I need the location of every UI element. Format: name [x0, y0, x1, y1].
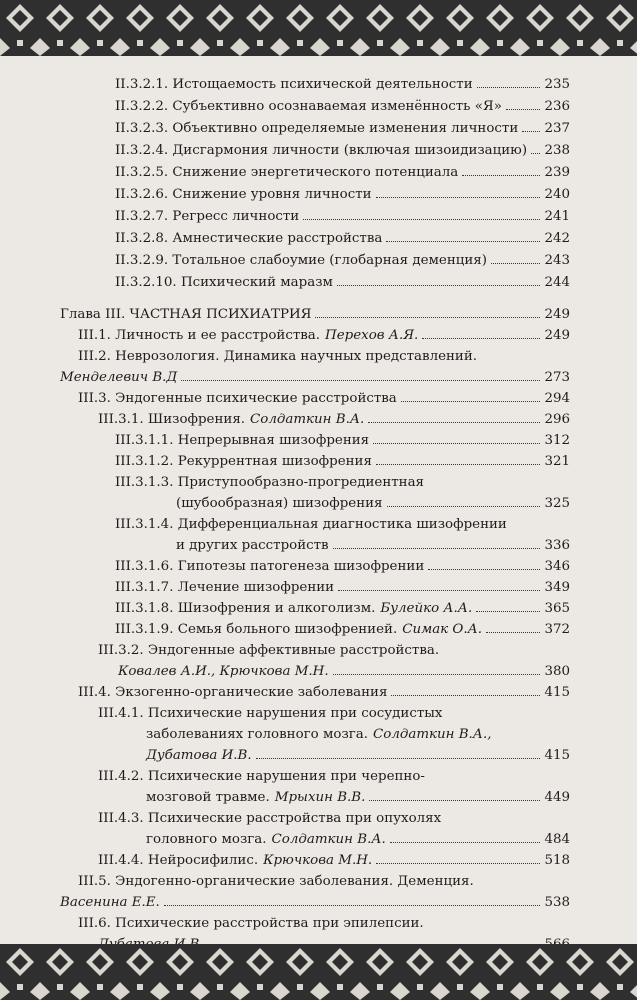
toc-leader-dots — [491, 251, 540, 264]
toc-page-number: 237 — [544, 121, 570, 136]
toc-leader-dots — [303, 207, 540, 220]
toc-page-number: 518 — [544, 853, 570, 868]
toc-entry-author: Менделевич В.Д — [60, 370, 178, 385]
toc-entry-iii-4-1c — [146, 746, 570, 766]
toc-entry-iii-5b — [60, 893, 570, 913]
toc-entry-title: III.3.2. Эндогенные аффективные расстройства. — [98, 643, 440, 658]
toc-entry-iii-3-1-1 — [115, 431, 570, 451]
toc-entry-ii-3-2-5 — [115, 163, 570, 183]
toc-entry-title: II.3.2.5. Снижение энергетического потенциала — [115, 165, 459, 180]
toc-entry-title: III.3.1. Шизофрения. — [98, 412, 246, 427]
toc-entry-ii-3-2-4 — [115, 141, 570, 161]
toc-page-number: 365 — [544, 601, 570, 616]
toc-entry-iii-4 — [78, 683, 570, 703]
toc-leader-dots — [391, 683, 540, 696]
toc-leader-dots — [368, 410, 540, 423]
toc-entry-author: Симак О.А. — [402, 622, 483, 637]
toc-leader-dots — [486, 620, 540, 633]
toc-page-number: 243 — [544, 253, 570, 268]
toc-page-number: 415 — [544, 748, 570, 763]
toc-page-number: 239 — [544, 165, 570, 180]
toc-entry-author: Крючкова М.Н. — [263, 853, 373, 868]
toc-leader-dots — [531, 141, 540, 154]
toc-leader-dots — [386, 229, 540, 242]
toc-page-number: 449 — [544, 790, 570, 805]
toc-entry-title: и других расстройств — [176, 538, 329, 553]
toc-page-number: 236 — [544, 99, 570, 114]
toc-entry-author: Перехов А.Я. — [325, 328, 419, 343]
toc-entry-ii-3-2-8 — [115, 229, 570, 249]
toc-leader-dots — [256, 746, 541, 759]
toc-page-number: 372 — [544, 622, 570, 637]
toc-entry-title: II.3.2.2. Субъективно осознаваемая изменённость «Я» — [115, 99, 502, 114]
toc-entry-title: II.3.2.8. Амнестические расстройства — [115, 231, 383, 246]
toc-entry-iii-3-2b — [118, 662, 570, 682]
toc-leader-dots — [476, 599, 540, 612]
toc-page-number: 380 — [544, 664, 570, 679]
toc-entry-title: II.3.2.6. Снижение уровня личности — [115, 187, 372, 202]
toc-leader-dots — [428, 557, 540, 570]
toc-entry-iii-3-1-9 — [115, 620, 570, 640]
toc-entry-title: III.3.1.3. Приступообразно-прогредиентная — [115, 475, 425, 490]
toc-leader-dots — [315, 305, 540, 318]
toc-page-number: 484 — [544, 832, 570, 847]
toc-page-number: 312 — [544, 433, 570, 448]
toc-entry-iii-3-1-7 — [115, 578, 570, 598]
toc-entry-title: III.5. Эндогенно-органические заболевания. Деменция. — [78, 874, 474, 889]
toc-entry-author: Ковалев А.И., Крючкова М.Н. — [118, 664, 329, 679]
toc-entry-author: Солдаткин В.А. — [271, 832, 386, 847]
toc-entry-iii-4-2 — [98, 767, 570, 787]
toc-page-number: 538 — [544, 895, 570, 910]
toc-entry-title: III.3. Эндогенные психические расстройства — [78, 391, 397, 406]
toc-page-number: 336 — [544, 538, 570, 553]
toc-leader-dots — [387, 494, 541, 507]
toc-leader-dots — [422, 326, 540, 339]
toc-entry-title: III.4.3. Психические расстройства при опухолях — [98, 811, 442, 826]
toc-entry-iii-6 — [78, 914, 570, 934]
toc-entry-title: II.3.2.9. Тотальное слабоумие (глобарная деменция) — [115, 253, 487, 268]
toc-entry-title: мозговой травме. — [146, 790, 270, 805]
toc-entry-title: II.3.2.1. Истощаемость психической деятельности — [115, 77, 473, 92]
toc-page-number: 296 — [544, 412, 570, 427]
toc-entry-iii-4-4 — [98, 851, 570, 871]
toc-entry-title: III.4.2. Психические нарушения при черепно- — [98, 769, 425, 784]
toc-leader-dots — [333, 536, 541, 549]
toc-entry-title: III.2. Неврозология. Динамика научных представлений. — [78, 349, 478, 364]
toc-leader-dots — [376, 452, 541, 465]
toc-entry-author: Булейко А.А. — [380, 601, 473, 616]
toc-entry-title: III.4. Экзогенно-органические заболевания — [78, 685, 388, 700]
toc-leader-dots — [373, 431, 540, 444]
toc-entry-title: III.4.4. Нейросифилис. — [98, 853, 259, 868]
toc-leader-dots — [164, 893, 541, 906]
toc-entry-author: Дубатова И.В. — [146, 748, 252, 763]
toc-entry-iii-4-2b — [146, 788, 570, 808]
toc-entry-ii-3-2-9 — [115, 251, 570, 271]
decorative-bottom-border — [0, 944, 637, 1000]
toc-entry-title: III.1. Личность и ее расстройства. — [78, 328, 321, 343]
toc-entry-iii-3-1-3b — [176, 494, 570, 514]
toc-page-number: 273 — [544, 370, 570, 385]
toc-page-number: 235 — [544, 77, 570, 92]
toc-entry-iii-1 — [78, 326, 570, 346]
toc-entry-iii-4-3 — [98, 809, 570, 829]
toc-page-number: 238 — [544, 143, 570, 158]
toc-entry-ii-3-2-3 — [115, 119, 570, 139]
toc-entry-title: III.3.1.1. Непрерывная шизофрения — [115, 433, 370, 448]
toc-entry-iii-3-1 — [98, 410, 570, 430]
toc-entry-title: III.3.1.9. Семья больного шизофренией. — [115, 622, 398, 637]
toc-entry-title: II.3.2.4. Дисгармония личности (включая шизоидизацию) — [115, 143, 528, 158]
toc-page-number: 346 — [544, 559, 570, 574]
toc-entry-title: заболеваниях головного мозга. — [146, 727, 369, 742]
toc-leader-dots — [506, 97, 541, 110]
toc-entry-iii-3 — [78, 389, 570, 409]
toc-entry-title: III.3.1.7. Лечение шизофрении — [115, 580, 335, 595]
decorative-top-border — [0, 0, 637, 56]
bleed-through-text — [577, 120, 637, 880]
toc-page-number: 321 — [544, 454, 570, 469]
toc-leader-dots — [401, 389, 541, 402]
toc-entry-iii-5 — [78, 872, 570, 892]
toc-leader-dots — [522, 119, 540, 132]
toc-page-number: 349 — [544, 580, 570, 595]
toc-leader-dots — [337, 273, 540, 286]
toc-entry-title: Глава III. ЧАСТНАЯ ПСИХИАТРИЯ — [60, 307, 312, 322]
toc-entry-ch3 — [60, 305, 570, 325]
toc-entry-ii-3-2-1 — [115, 75, 570, 95]
toc-leader-dots — [181, 368, 540, 381]
toc-entry-iii-3-1-3 — [115, 473, 570, 493]
toc-entry-title: II.3.2.7. Регресс личности — [115, 209, 300, 224]
toc-page-number: 240 — [544, 187, 570, 202]
toc-leader-dots — [462, 163, 540, 176]
toc-entry-ii-3-2-6 — [115, 185, 570, 205]
toc-page-number: 325 — [544, 496, 570, 511]
toc-entry-iii-3-1-4 — [115, 515, 570, 535]
toc-entry-title: II.3.2.3. Объективно определяемые изменения личности — [115, 121, 519, 136]
toc-entry-title: III.4.1. Психические нарушения при сосудистых — [98, 706, 443, 721]
toc-entry-title: III.6. Психические расстройства при эпилепсии. — [78, 916, 424, 931]
toc-leader-dots — [376, 851, 540, 864]
toc-page-number: 241 — [544, 209, 570, 224]
toc-entry-title: III.3.1.6. Гипотезы патогенеза шизофрении — [115, 559, 425, 574]
toc-entry-title: II.3.2.10. Психический маразм — [115, 275, 333, 290]
toc-page-number: 242 — [544, 231, 570, 246]
toc-entry-iii-3-2 — [98, 641, 570, 661]
toc-entry-title: III.3.1.4. Дифференциальная диагностика шизофрении — [115, 517, 507, 532]
toc-entry-iii-3-1-8 — [115, 599, 570, 619]
toc-entry-author: Солдаткин В.А. — [250, 412, 365, 427]
toc-leader-dots — [390, 830, 541, 843]
toc-entry-iii-4-3b — [146, 830, 570, 850]
toc-page-number: 249 — [544, 328, 570, 343]
toc-entry-ii-3-2-7 — [115, 207, 570, 227]
toc-page-number: 415 — [544, 685, 570, 700]
toc-entry-iii-3-1-4b — [176, 536, 570, 556]
toc-leader-dots — [338, 578, 540, 591]
toc-leader-dots — [376, 185, 541, 198]
toc-entry-author: Мрыхин В.В. — [274, 790, 366, 805]
toc-entry-title: головного мозга. — [146, 832, 267, 847]
toc-entry-ii-3-2-2 — [115, 97, 570, 117]
toc-page-number: 249 — [544, 307, 570, 322]
toc-entry-iii-4-1b — [146, 725, 570, 745]
toc-entry-iii-2b — [60, 368, 570, 388]
toc-page-number: 244 — [544, 275, 570, 290]
toc-leader-dots — [477, 75, 541, 88]
toc-entry-iii-3-1-6 — [115, 557, 570, 577]
toc-entry-title: III.3.1.2. Рекуррентная шизофрения — [115, 454, 372, 469]
toc-entry-title: III.3.1.8. Шизофрения и алкоголизм. — [115, 601, 376, 616]
toc-entry-author: Солдаткин В.А., — [373, 727, 492, 742]
toc-entry-ii-3-2-10 — [115, 273, 570, 293]
toc-entry-title: (шубообразная) шизофрения — [176, 496, 383, 511]
toc-entry-iii-2 — [78, 347, 570, 367]
toc-leader-dots — [369, 788, 540, 801]
toc-entry-iii-3-1-2 — [115, 452, 570, 472]
toc-entry-author: Васенина Е.Е. — [60, 895, 160, 910]
toc-leader-dots — [333, 662, 541, 675]
toc-entry-iii-4-1 — [98, 704, 570, 724]
toc-page-number: 294 — [544, 391, 570, 406]
